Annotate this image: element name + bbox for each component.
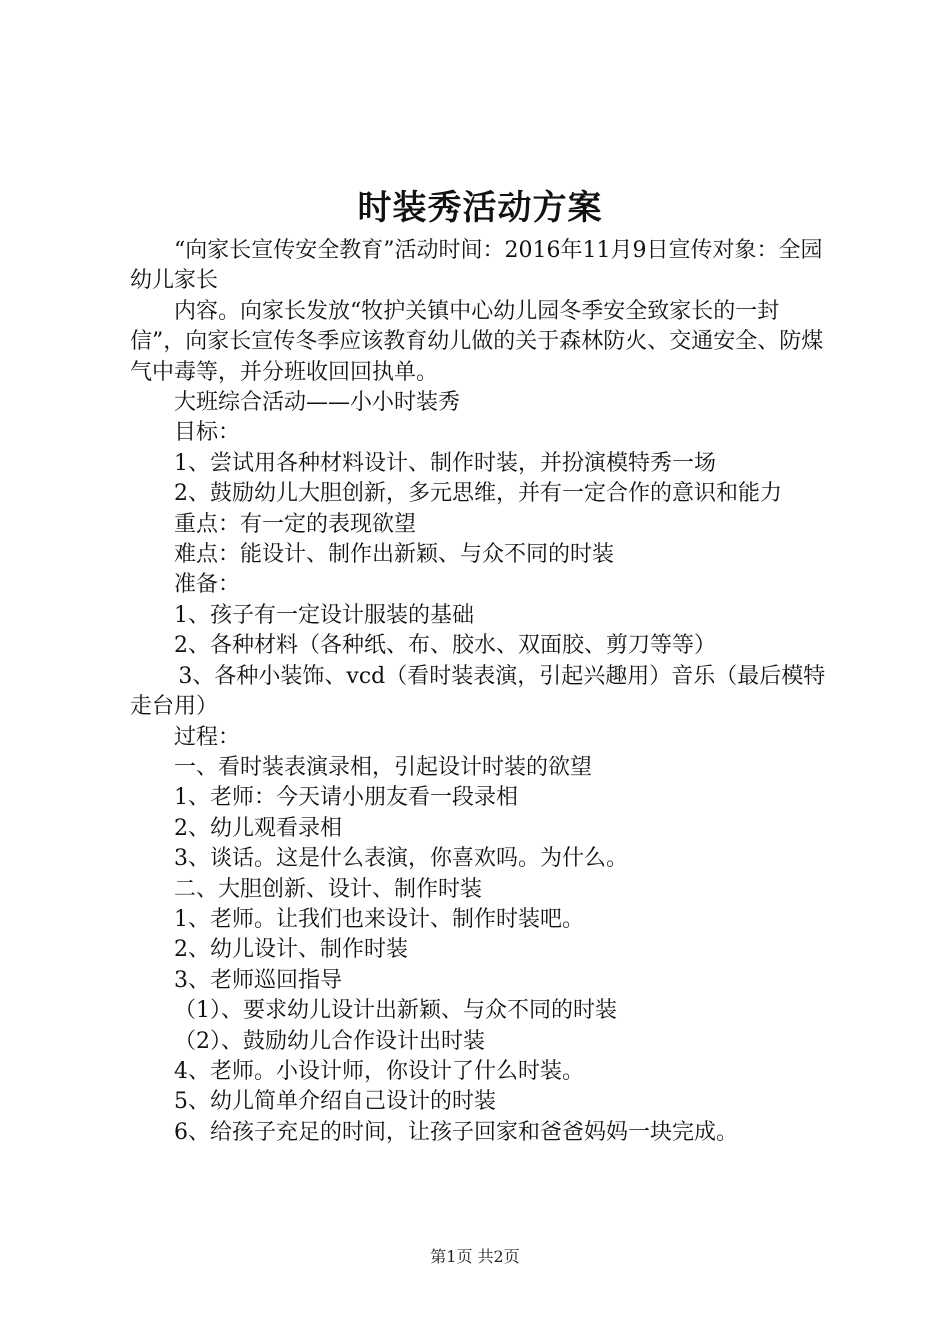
paragraph: 6、给孩子充足的时间，让孩子回家和爸爸妈妈一块完成。 bbox=[174, 1119, 738, 1145]
paragraph: 3、老师巡回指导 bbox=[174, 967, 342, 993]
paragraph: 过程： bbox=[174, 724, 241, 750]
page-number-footer: 第1页 共2页 bbox=[430, 1247, 520, 1266]
paragraph: 大班综合活动——小小时装秀 bbox=[174, 390, 461, 416]
paragraph: 3、谈话。这是什么表演，你喜欢吗。为什么。 bbox=[174, 846, 628, 872]
paragraph: （1）、要求幼儿设计出新颖、与众不同的时装 bbox=[174, 998, 617, 1024]
paragraph: 重点：有一定的表现欲望 bbox=[174, 511, 417, 537]
paragraph: 4、老师。小设计师，你设计了什么时装。 bbox=[174, 1058, 584, 1084]
paragraph: 5、幼儿简单介绍自己设计的时装 bbox=[174, 1089, 496, 1115]
paragraph: 1、老师。让我们也来设计、制作时装吧。 bbox=[174, 906, 584, 932]
paragraph: 准备： bbox=[174, 572, 241, 598]
document-title: 时装秀活动方案 bbox=[357, 188, 603, 228]
paragraph: 1、尝试用各种材料设计、制作时装，并扮演模特秀一场 bbox=[174, 450, 716, 476]
paragraph: 2、各种材料（各种纸、布、胶水、双面胶、剪刀等等） bbox=[174, 633, 716, 659]
paragraph: 2、鼓励幼儿大胆创新，多元思维，并有一定合作的意识和能力 bbox=[174, 481, 782, 507]
paragraph: 目标： bbox=[174, 420, 241, 446]
document-body bbox=[130, 236, 830, 1148]
paragraph: 1、孩子有一定设计服装的基础 bbox=[174, 602, 474, 628]
paragraph: 1、老师：今天请小朋友看一段录相 bbox=[174, 785, 518, 811]
paragraph: 2、幼儿设计、制作时装 bbox=[174, 937, 408, 963]
paragraph: 内容。向家长发放“牧护关镇中心幼儿园冬季安全致家长的一封信”，向家长宣传冬季应该教育幼儿做的关于森林防火、交通安全、防煤气中毒等，并分班收回回执单。 bbox=[130, 298, 824, 385]
paragraph: 难点：能设计、制作出新颖、与众不同的时装 bbox=[174, 542, 615, 568]
paragraph: 二、大胆创新、设计、制作时装 bbox=[174, 876, 483, 902]
paragraph: “向家长宣传安全教育”活动时间：2016年11月9日宣传对象：全园幼儿家长 bbox=[130, 238, 823, 294]
paragraph: 一、看时装表演录相，引起设计时装的欲望 bbox=[174, 754, 593, 780]
paragraph: 2、幼儿观看录相 bbox=[174, 815, 342, 841]
paragraph: （2）、鼓励幼儿合作设计出时装 bbox=[174, 1028, 485, 1054]
paragraph: 3、各种小装饰、vcd（看时装表演，引起兴趣用）音乐（最后模特走台用） bbox=[130, 663, 826, 720]
